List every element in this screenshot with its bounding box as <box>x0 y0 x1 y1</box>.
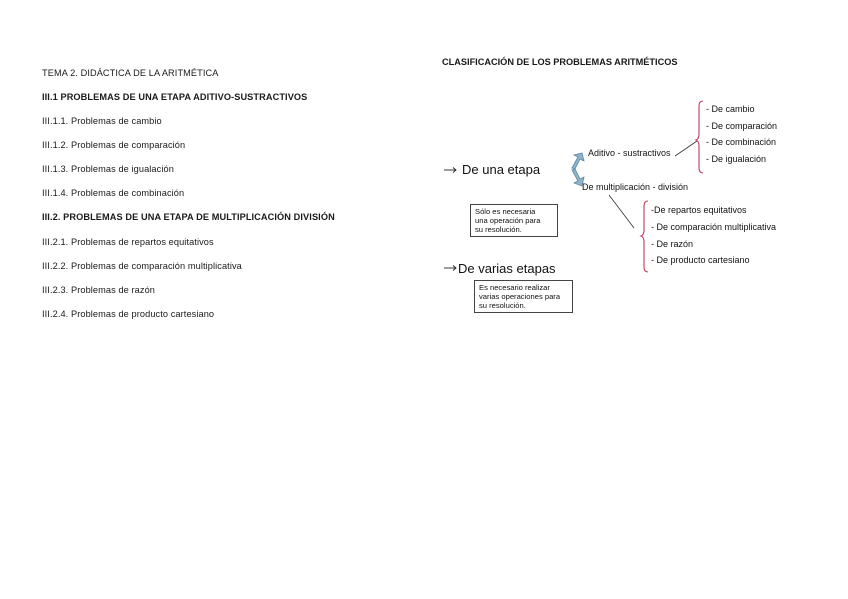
multiplicative-item: -De repartos equitativos <box>651 205 747 215</box>
section-heading-multiplicative: III.2. PROBLEMAS DE UNA ETAPA DE MULTIPLICACIÓN DIVISIÓN <box>42 212 335 222</box>
note-line: varias operaciones para <box>479 292 561 301</box>
note-line: Sólo es necesaria <box>475 207 536 216</box>
additive-item: - De combinación <box>706 137 777 147</box>
right-arrow-icon <box>444 168 456 173</box>
multiplicative-item: - De producto cartesiano <box>651 255 750 265</box>
note-line: su resolución. <box>475 225 522 234</box>
list-item: III.1.3. Problemas de igualación <box>42 164 174 174</box>
one-stage-label: De una etapa <box>462 162 541 177</box>
additive-item: - De comparación <box>706 121 778 131</box>
list-item: III.2.1. Problemas de repartos equitativos <box>42 237 214 247</box>
connector-line <box>609 195 634 228</box>
additive-item: - De igualación <box>706 154 767 164</box>
list-item: III.2.2. Problemas de comparación multiplicativa <box>42 261 242 271</box>
list-item: III.1.4. Problemas de combinación <box>42 188 185 198</box>
list-item: III.1.1. Problemas de cambio <box>42 116 162 126</box>
multiplicative-item: - De comparación multiplicativa <box>651 222 777 232</box>
right-arrow-icon <box>444 266 456 271</box>
brace-icon <box>641 201 648 272</box>
note-line: Es necesario realizar <box>479 283 550 292</box>
brace-icon <box>696 101 703 173</box>
additive-item: - De cambio <box>706 104 755 114</box>
section-heading-additive: III.1 PROBLEMAS DE UNA ETAPA ADITIVO-SUSTRACTIVOS <box>42 92 308 102</box>
list-item: III.1.2. Problemas de comparación <box>42 140 186 150</box>
doc-title: TEMA 2. DIDÁCTICA DE LA ARITMÉTICA <box>42 68 219 78</box>
list-item: III.2.3. Problemas de razón <box>42 285 156 295</box>
connector-line <box>675 141 697 156</box>
multiplicative-label: De multiplicación - división <box>582 182 689 192</box>
many-stages-label: De varias etapas <box>458 261 556 276</box>
note-line: su resolución. <box>479 301 526 310</box>
one-stage-note <box>470 204 558 237</box>
additive-label: Aditivo - sustractivos <box>588 148 671 158</box>
multiplicative-item: - De razón <box>651 239 694 249</box>
many-stages-note <box>474 280 573 313</box>
diagram-title: CLASIFICACIÓN DE LOS PROBLEMAS ARITMÉTICOS <box>442 57 678 67</box>
note-line: una operación para <box>475 216 541 225</box>
list-item: III.2.4. Problemas de producto cartesiano <box>42 309 215 319</box>
